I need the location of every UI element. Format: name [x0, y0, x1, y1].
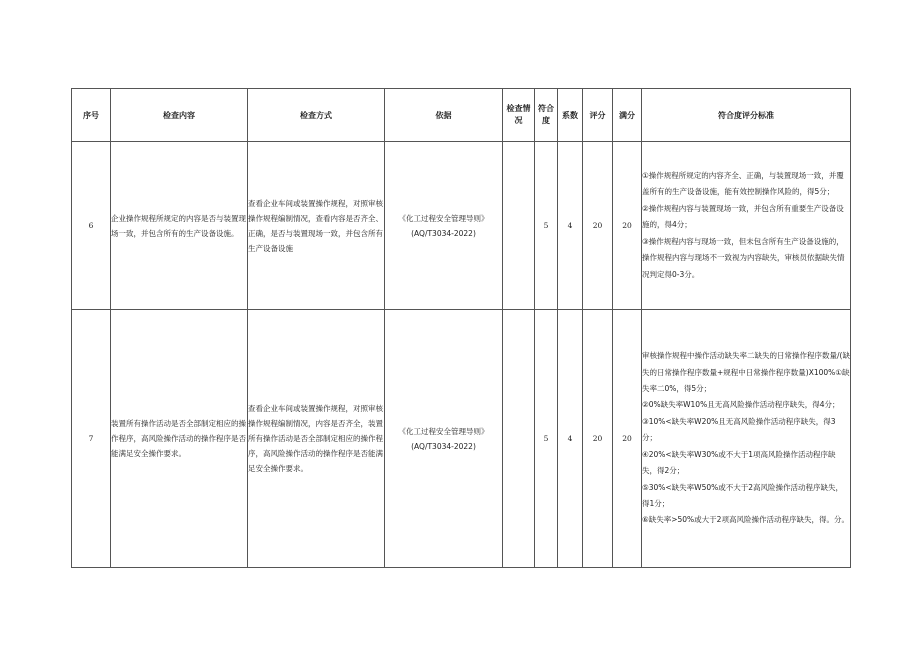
- header-method: 检查方式: [248, 89, 385, 142]
- header-situation-line2: 况: [514, 116, 523, 125]
- row-situation: [503, 142, 535, 310]
- row-situation: [503, 310, 535, 568]
- row-seq: 6: [72, 142, 111, 310]
- criteria-line: ④20%<缺失率W30%或不大于1项高风险操作活动程序缺失，得2分；: [642, 449, 836, 476]
- table-row: [72, 310, 851, 568]
- header-score: 评分: [583, 89, 613, 142]
- criteria-line: ②0%缺失率W10%且无高风险操作活动程序缺失，得4分；: [642, 400, 840, 410]
- criteria-line: 审核操作规程中操作活动缺失率二缺失的日常操作程序数量/(缺失的日常操作程序数量+规程中日常操作程序数量)X100%①缺失率二0%，得5分；: [642, 351, 850, 394]
- row-coefficient: 4: [558, 142, 583, 310]
- header-seq: 序号: [72, 89, 111, 142]
- header-content: 检查内容: [111, 89, 248, 142]
- row-full-score: 20: [613, 142, 642, 310]
- table-row: [72, 142, 851, 310]
- criteria-line: ③操作规程内容与现场一致，但未包含所有生产设备设施的，操作规程内容与现场不一致视为内容缺失，审核员依据缺失情况判定得0-3分。: [642, 236, 845, 279]
- header-basis: 依据: [385, 89, 503, 142]
- criteria-line: ⑤30%<缺失率W50%或不大于2高风险操作活动程序缺失，得1分；: [642, 482, 844, 508]
- row-score: 20: [583, 310, 613, 568]
- row-coefficient: 4: [558, 310, 583, 568]
- header-situation: [503, 89, 535, 142]
- header-conformity-line1: 符合: [538, 104, 554, 113]
- header-coefficient: 系数: [558, 89, 583, 142]
- row-basis: 《化工过程安全管理导则》(AQ/T3034-2022): [385, 142, 503, 310]
- header-row: [72, 89, 851, 142]
- header-conformity-line2: 度: [542, 116, 550, 125]
- row-method: 查看企业车间或装置操作规程，对照审核操作规程编制情况，内容是否齐全，装置所有操作活动是否全部制定相应的操作程序，高风险操作活动的操作程序是否能满足安全操作要求。: [248, 310, 385, 568]
- row-content: 企业操作规程所规定的内容是否与装置现场一致，并包含所有的生产设备设施。: [111, 142, 248, 310]
- row-conformity: 5: [535, 142, 558, 310]
- header-conformity: [535, 89, 558, 142]
- row-conformity: 5: [535, 310, 558, 568]
- row-criteria: [642, 142, 851, 310]
- row-full-score: 20: [613, 310, 642, 568]
- row-content: 装置所有操作活动是否全部制定相应的操作程序，高风险操作活动的操作程序是否能满足安全操作要求。: [111, 310, 248, 568]
- criteria-line: ③10%<缺失率W20%且无高风险操作活动程序缺失，得3分；: [642, 416, 836, 443]
- header-criteria: 符合度评分标准: [642, 89, 851, 142]
- row-score: 20: [583, 142, 613, 310]
- criteria-line: ⑥缺失率>50%或大于2项高风险操作活动程序缺失，得。分。: [642, 515, 849, 525]
- criteria-line: ②操作规程内容与装置现场一致，并包含所有重要生产设备设施的，得4分；: [642, 203, 844, 230]
- row-method: 查看企业车间或装置操作规程，对照审核操作规程编制情况，查看内容是否齐全、正确，是否与装置现场一致，并包含所有生产设备设施: [248, 142, 385, 310]
- row-criteria: [642, 310, 851, 568]
- row-seq: 7: [72, 310, 111, 568]
- criteria-line: ①操作规程所规定的内容齐全、正确，与装置现场一致，并覆盖所有的生产设备设施，能有效控制操作风险的，得5分；: [642, 171, 844, 197]
- scoring-table: [71, 88, 851, 568]
- header-situation-line1: 检查情: [506, 104, 531, 113]
- row-basis: 《化工过程安全管理导则》(AQ/T3034-2022): [385, 310, 503, 568]
- header-full-score: 满分: [613, 89, 642, 142]
